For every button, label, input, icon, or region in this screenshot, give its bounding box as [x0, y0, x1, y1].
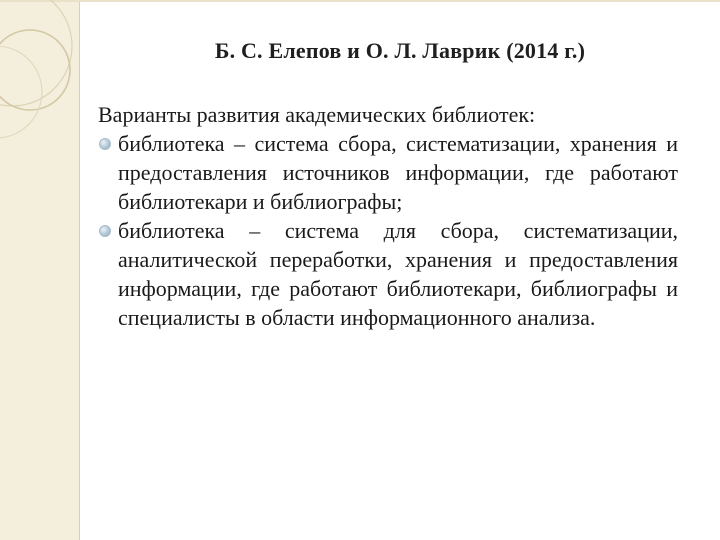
slide-title: Б. С. Елепов и О. Л. Лаврик (2014 г.)	[214, 38, 586, 63]
intro-text: Варианты развития академических библиотек:	[98, 102, 536, 127]
bullet-text: библиотека – система сбора, систематизации, хранения и предоставления источников информации, где работают библиотекари и библиографы;	[118, 131, 678, 214]
decorative-circle-large	[0, 0, 72, 106]
bullet-icon	[99, 225, 111, 237]
decorative-circles-icon	[0, 0, 80, 170]
bullet-text: библиотека – система для сбора, систематизации, аналитической переработки, хранения и предоставления информации, где работают библиотекари, библиографы и специалисты в области информационного анализа.	[118, 218, 678, 330]
decorative-top-line	[0, 0, 720, 2]
bullet-icon	[99, 138, 111, 150]
decorative-circle-medium	[0, 30, 70, 110]
bullet-item	[98, 216, 678, 332]
bullet-item	[98, 129, 678, 216]
bullet-list	[98, 129, 678, 332]
decorative-circle-small	[0, 46, 42, 138]
slide-body	[98, 100, 678, 332]
